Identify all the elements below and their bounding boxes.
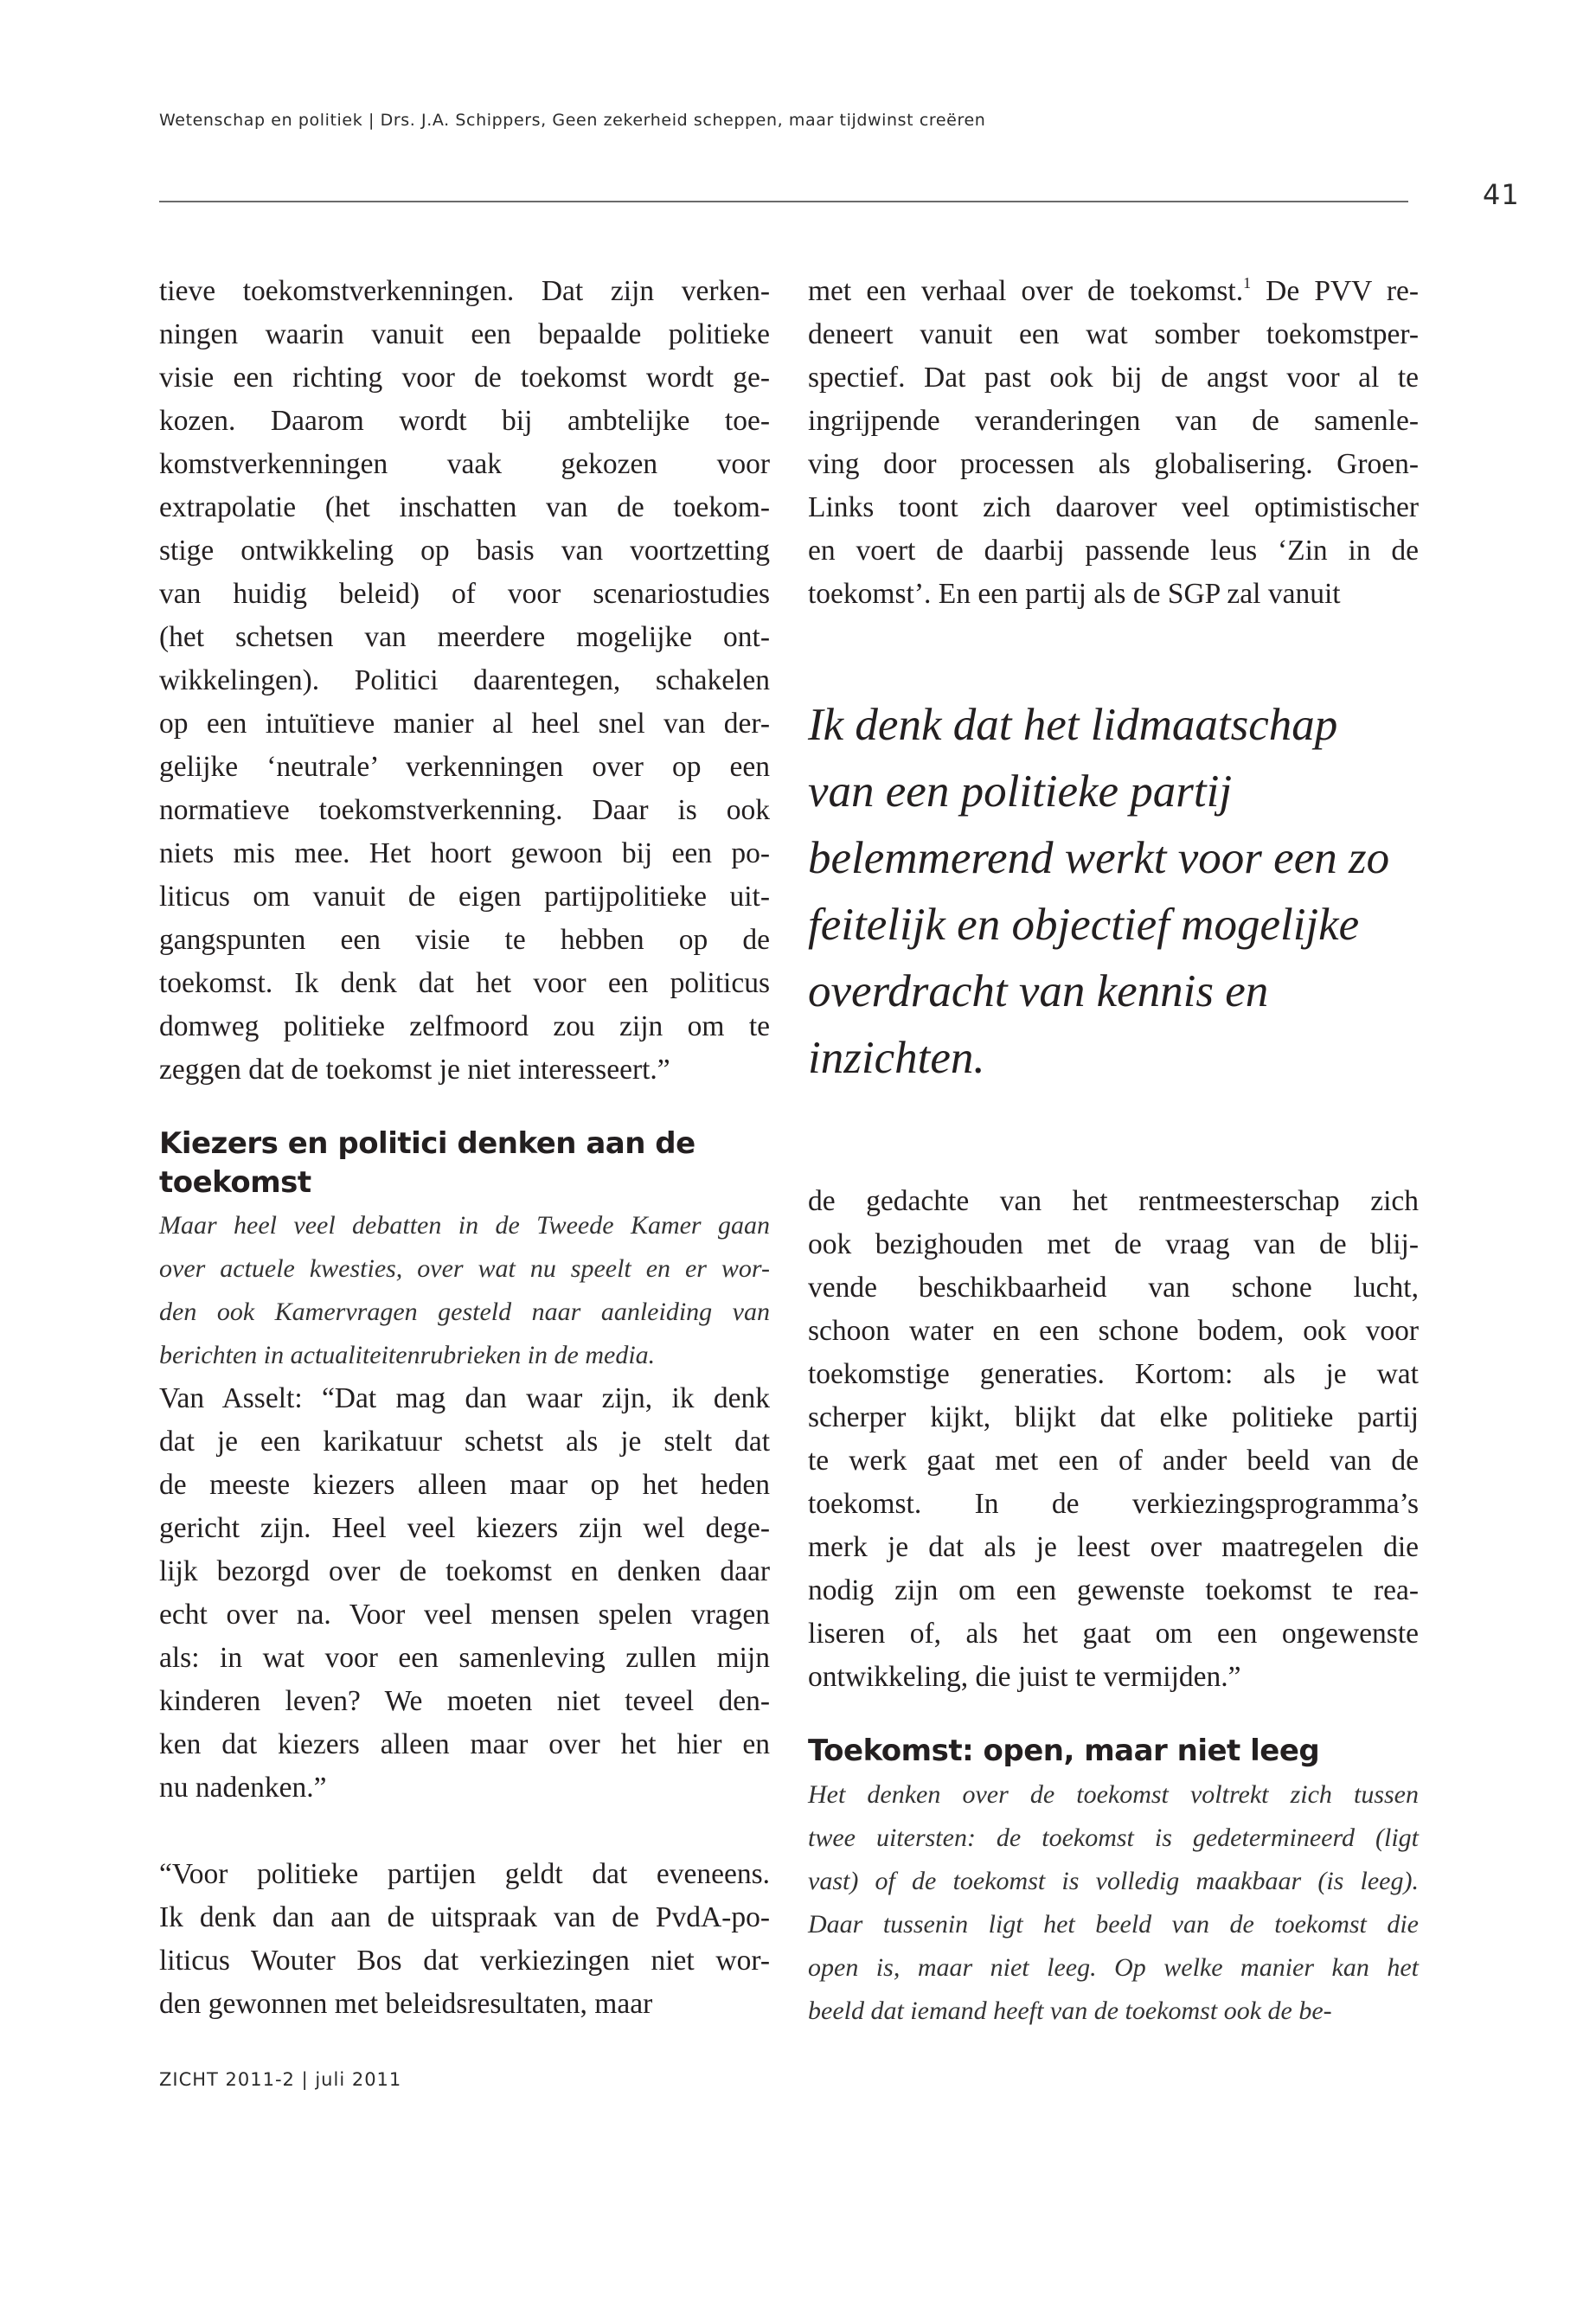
text-line: extrapolatie (het inschatten van de toekom-: [159, 491, 770, 523]
text-line: toekomst. Ik denk dat het voor een politicus: [159, 967, 770, 999]
left-paragraph-van-asselt: [159, 1377, 770, 1810]
text-line: overdracht van kennis en: [808, 966, 1269, 1016]
text-line: zeggen dat de toekomst je niet interesseert.”: [159, 1054, 670, 1086]
text-line: kinderen leven? We moeten niet teveel den-: [159, 1685, 770, 1717]
text-line: scherper kijkt, blijkt dat elke politieke partij: [808, 1401, 1419, 1433]
text-line: twee uitersten: de toekomst is gedetermineerd (ligt: [808, 1823, 1419, 1852]
text-line: Maar heel veel debatten in de Tweede Kamer gaan: [159, 1211, 770, 1240]
text-line: nu nadenken.”: [159, 1772, 327, 1804]
section-heading-toekomst: Toekomst: open, maar niet leeg: [808, 1734, 1320, 1768]
text-line: spectief. Dat past ook bij de angst voor al te: [808, 362, 1419, 394]
text-line: normatieve toekomstverkenning. Daar is ook: [159, 794, 770, 826]
text-line: Het denken over de toekomst voltrekt zich tussen: [808, 1780, 1419, 1809]
text-line: tieve toekomstverkenningen. Dat zijn verken-: [159, 275, 770, 307]
left-paragraph-partijen: [159, 1853, 770, 2026]
text-line: van huidig beleid) of voor scenariostudies: [159, 578, 770, 610]
footer-issue-info: ZICHT 2011-2 | juli 2011: [159, 2069, 402, 2090]
text-line: ingrijpende veranderingen van de samenle-: [808, 405, 1419, 437]
text-line: gericht zijn. Heel veel kiezers zijn wel dege-: [159, 1512, 770, 1544]
text-line: beeld dat iemand heeft van de toekomst ook de be-: [808, 1997, 1332, 2025]
text-line: de gedachte van het rentmeesterschap zich: [808, 1185, 1419, 1217]
text-line: deneert vanuit een wat somber toekomstper-: [808, 318, 1419, 350]
page-number: 41: [1483, 178, 1520, 211]
text-line: Daar tussenin ligt het beeld van de toekomst die: [808, 1910, 1419, 1939]
text-line: ontwikkeling, die juist te vermijden.”: [808, 1661, 1241, 1693]
text-line: als: in wat voor een samenleving zullen mijn: [159, 1642, 770, 1674]
text-line: den gewonnen met beleidsresultaten, maar: [159, 1988, 653, 2020]
right-paragraph-2: [808, 1180, 1419, 1699]
text-line: gangspunten een visie te hebben op de: [159, 924, 770, 956]
section-intro-kiezers: [159, 1204, 770, 1377]
text-line: en voert de daarbij passende leus ‘Zin in de: [808, 535, 1419, 567]
text-line: ook bezighouden met de vraag van de blij-: [808, 1228, 1419, 1260]
text-line: feitelijk en objectief mogelijke: [808, 900, 1360, 950]
text-line: Van Asselt: “Dat mag dan waar zijn, ik denk: [159, 1382, 770, 1414]
running-head: Wetenschap en politiek | Drs. J.A. Schippers, Geen zekerheid scheppen, maar tijdwinst creëren: [159, 111, 986, 130]
text-line: ningen waarin vanuit een bepaalde politieke: [159, 318, 770, 350]
text-line: domweg politieke zelfmoord zou zijn om te: [159, 1010, 770, 1042]
text-line: de meeste kiezers alleen maar op het heden: [159, 1469, 770, 1501]
text-line: nodig zijn om een gewenste toekomst te rea-: [808, 1574, 1419, 1606]
text-line: ving door processen als globalisering. Groen-: [808, 448, 1419, 480]
text-line: merk je dat als je leest over maatregelen die: [808, 1531, 1419, 1563]
text-line: niets mis mee. Het hoort gewoon bij een po-: [159, 837, 770, 869]
text-line: (het schetsen van meerdere mogelijke ont-: [159, 621, 770, 653]
text-line: wikkelingen). Politici daarentegen, schakelen: [159, 664, 770, 696]
text-line: op een intuïtieve manier al heel snel van der-: [159, 708, 770, 740]
text-line: met een verhaal over de toekomst.$^1$ De PVV re-: [808, 274, 1419, 307]
text-line: liticus Wouter Bos dat verkiezingen niet wor-: [159, 1945, 770, 1977]
text-line: toekomst’. En een partij als de SGP zal vanuit: [808, 578, 1341, 610]
left-paragraph-1: [159, 270, 770, 1092]
text-line: berichten in actualiteitenrubrieken in de media.: [159, 1341, 656, 1369]
text-line: visie een richting voor de toekomst wordt ge-: [159, 362, 770, 394]
text-line: ken dat kiezers alleen maar over het hier en: [159, 1728, 770, 1760]
text-line: “Voor politieke partijen geldt dat eveneens.: [159, 1858, 770, 1890]
text-line: lijk bezorgd over de toekomst en denken daar: [159, 1555, 770, 1587]
text-line: vende beschikbaarheid van schone lucht,: [808, 1272, 1419, 1304]
pull-quote: [808, 692, 1419, 1092]
text-line: dat je een karikatuur schetst als je stelt dat: [159, 1426, 770, 1458]
text-line: gelijke ‘neutrale’ verkenningen over op een: [159, 751, 770, 783]
text-line: komstverkenningen vaak gekozen voor: [159, 448, 770, 480]
text-line: van een politieke partij: [808, 766, 1233, 817]
text-line: inzichten.: [808, 1033, 985, 1083]
section-intro-toekomst: [808, 1773, 1419, 2033]
text-line: kozen. Daarom wordt bij ambtelijke toe-: [159, 405, 770, 437]
header-rule: [159, 201, 1408, 202]
text-line: liticus om vanuit de eigen partijpolitieke uit-: [159, 881, 770, 913]
text-line: Ik denk dat het lidmaatschap: [808, 700, 1338, 750]
text-line: Kiezers en politici denken aan de: [159, 1126, 695, 1161]
text-line: toekomstige generaties. Kortom: als je wat: [808, 1358, 1419, 1390]
text-line: open is, maar niet leeg. Op welke manier kan het: [808, 1953, 1419, 1982]
text-line: belemmerend werkt voor een zo: [808, 833, 1390, 883]
text-line: schoon water en een schone bodem, ook voor: [808, 1315, 1419, 1347]
text-line: toekomst: [159, 1165, 311, 1200]
text-line: over actuele kwesties, over wat nu speelt en er wor-: [159, 1254, 770, 1283]
text-line: te werk gaat met een of ander beeld van de: [808, 1445, 1419, 1477]
text-line: echt over na. Voor veel mensen spelen vragen: [159, 1599, 770, 1631]
footnote-ref[interactable]: 1: [1243, 274, 1252, 292]
text-line: Links toont zich daarover veel optimistischer: [808, 491, 1419, 523]
section-heading-kiezers: [159, 1125, 770, 1202]
text-line: stige ontwikkeling op basis van voortzetting: [159, 535, 770, 567]
text-line: Ik denk dan aan de uitspraak van de PvdA-po-: [159, 1901, 770, 1933]
text-line: toekomst. In de verkiezingsprogramma’s: [808, 1488, 1419, 1520]
text-line: liseren of, als het gaat om een ongewenste: [808, 1618, 1419, 1650]
text-line: vast) of de toekomst is volledig maakbaar (is leeg).: [808, 1867, 1419, 1895]
right-paragraph-1: [808, 270, 1419, 616]
text-line: den ook Kamervragen gesteld naar aanleiding van: [159, 1298, 770, 1326]
